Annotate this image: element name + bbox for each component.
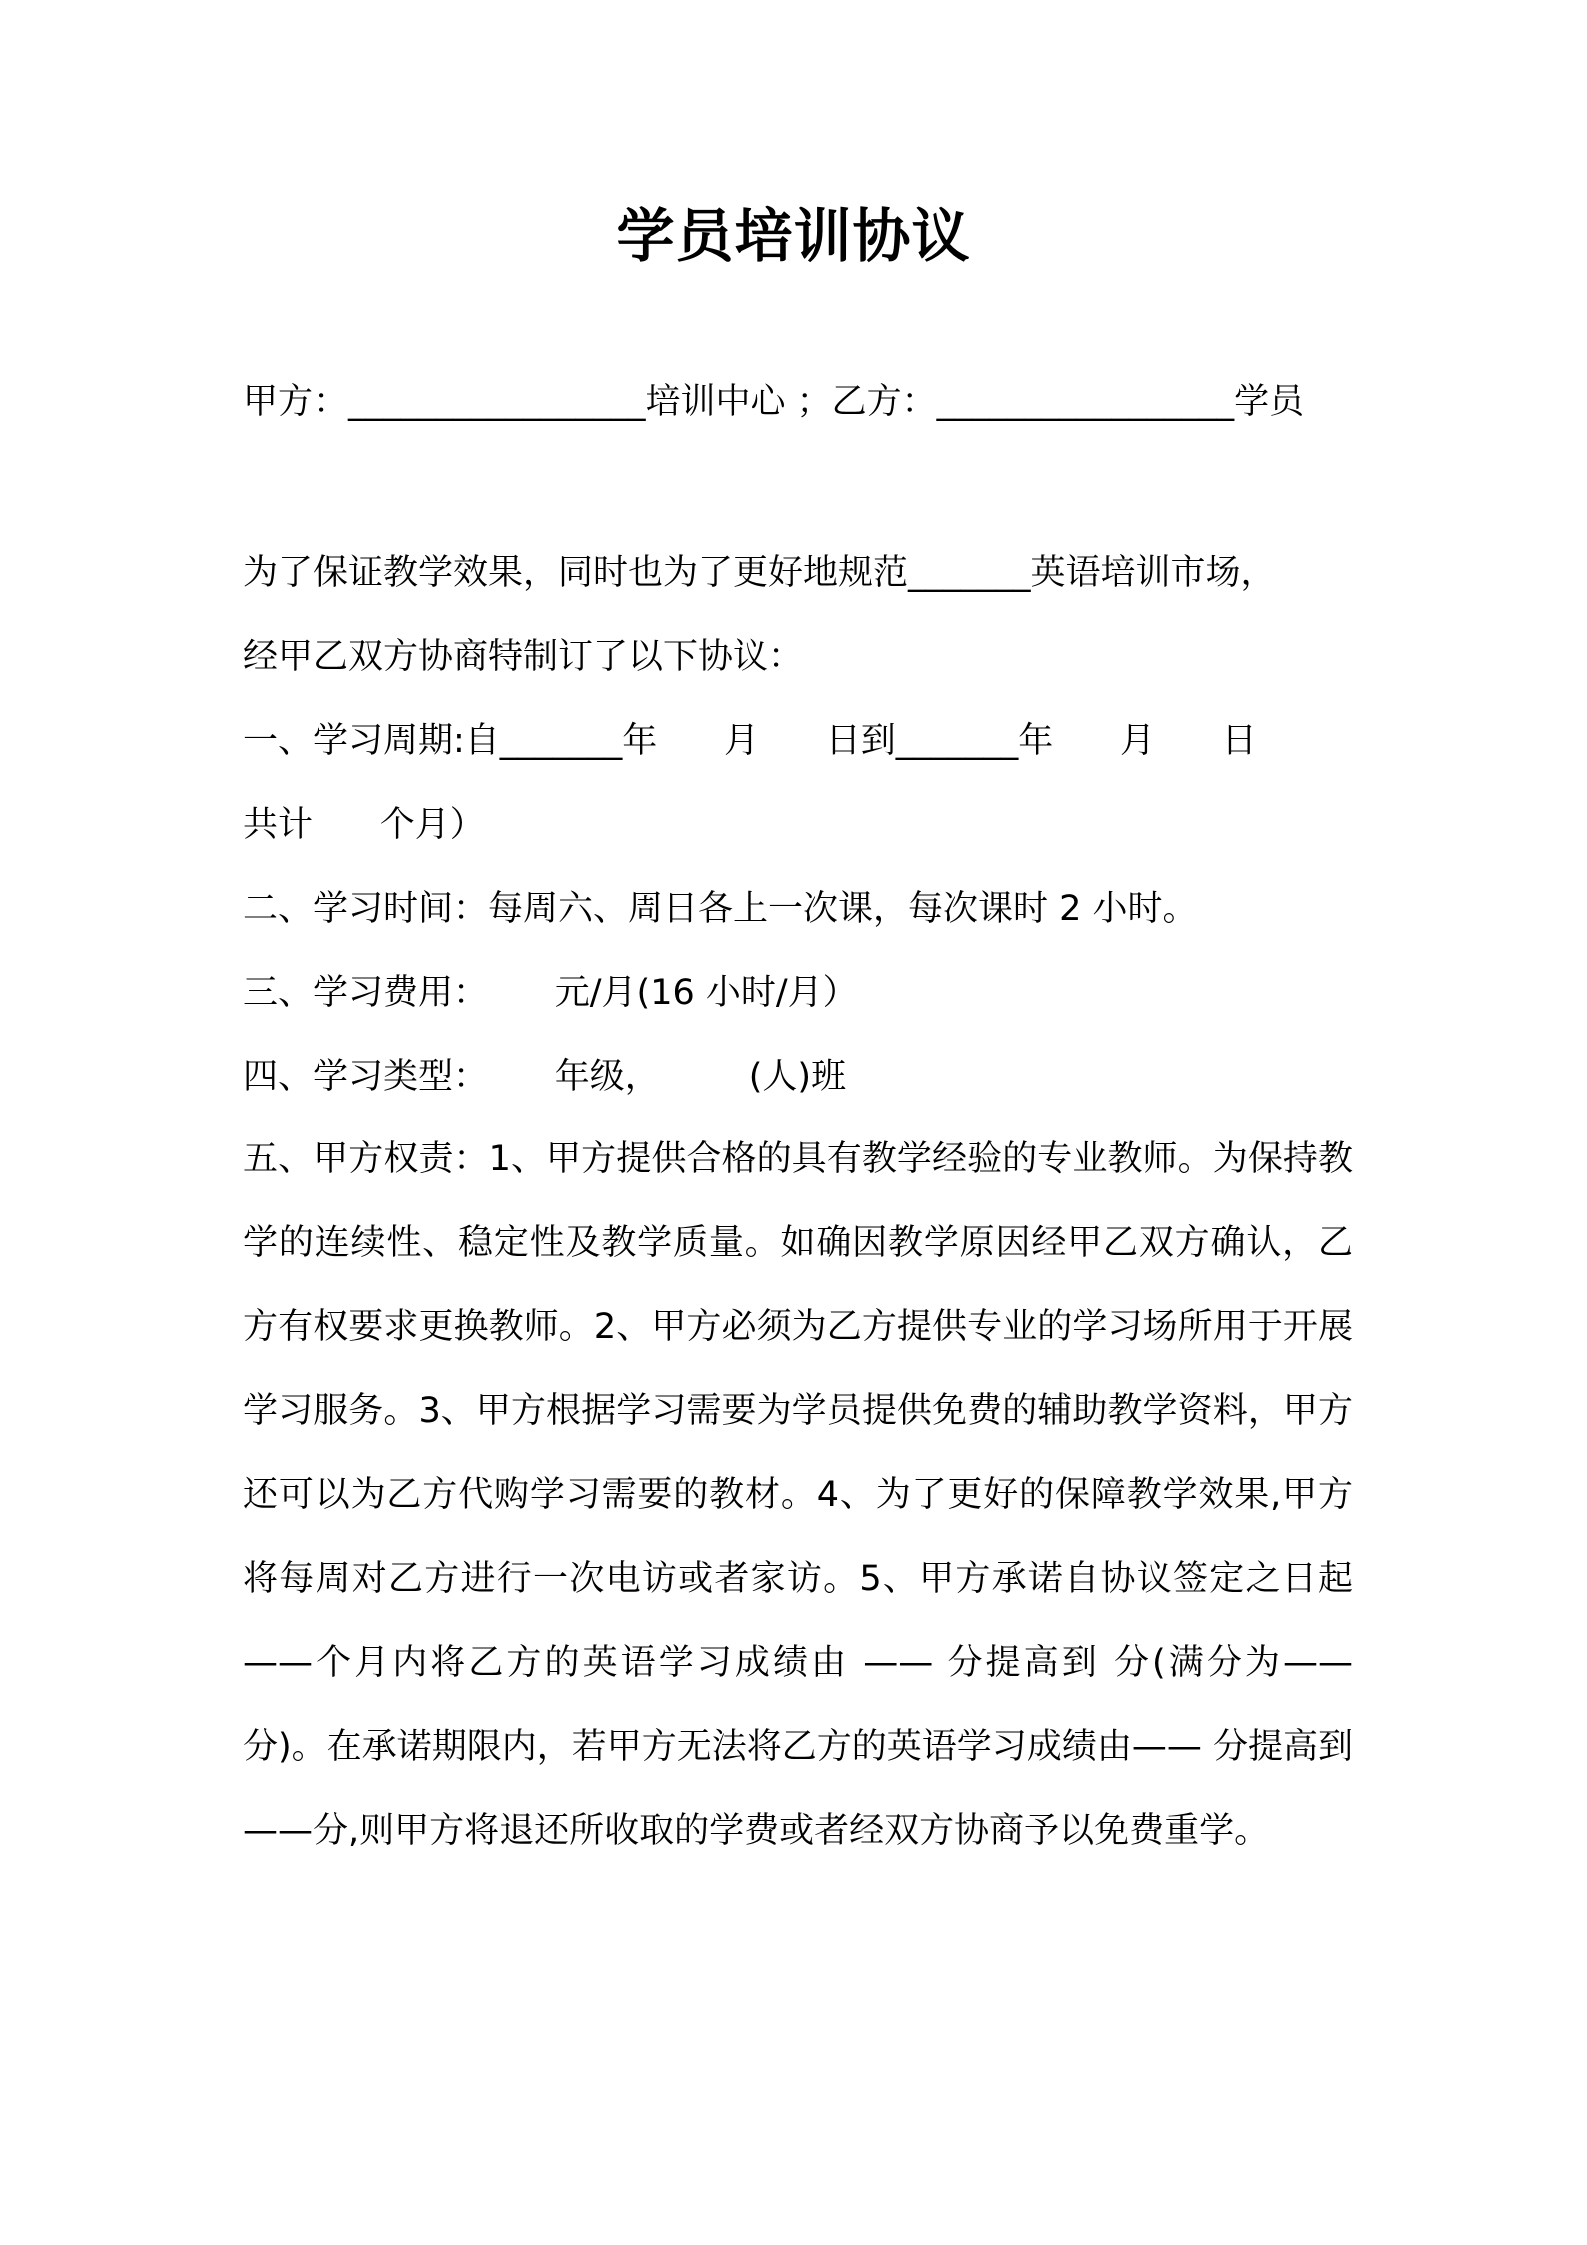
intro-line-1: 为了保证教学效果，同时也为了更好地规范_______英语培训市场， xyxy=(243,553,1276,593)
clause-4-study-type: 四、学习类型： 年级， (人)班 xyxy=(243,1057,847,1097)
clause-3-study-fee: 三、学习费用： 元/月(16 小时/月） xyxy=(243,973,858,1013)
intro-line-2: 经甲乙双方协商特制订了以下协议： xyxy=(243,637,804,677)
clause-2-study-time: 二、学习时间：每周六、周日各上一次课，每次课时 2 小时。 xyxy=(243,889,1198,929)
parties-line: 甲方：_________________培训中心 ；乙方：_________________学员 xyxy=(243,382,1305,422)
clause-5-party-a-duties: 五、甲方权责：1、甲方提供合格的具有教学经验的专业教师。为保持教学的连续性、稳定性及教学质量。如确因教学原因经甲乙双方确认，乙方有权要求更换教师。2、甲方必须为乙方提供专业的学习场所用于开展学习服务。3、甲方根据学习需要为学员提供免费的辅助教学资料，甲方还可以为乙方代购学习需要的教材。4、为了更好的保障教学效果,甲方将每周对乙方进行一次电访或者家访。5、甲方承诺自协议签定之日起——个月内将乙方的英语学习成绩由 —— 分提高到 分(满分为—— 分)。在承诺期限内，若甲方无法将乙方的英语学习成绩由—— 分提高到 ——分,则甲方将退还所收取的学费或者经双方协商予以免费重学。 xyxy=(243,1139,1353,1851)
clause-1-study-period: 一、学习周期:自_______年 月 日到_______年 月 日 xyxy=(243,721,1257,761)
document-title: 学员培训协议 xyxy=(616,202,971,270)
clause-1-duration: 共计 个月） xyxy=(243,805,485,845)
